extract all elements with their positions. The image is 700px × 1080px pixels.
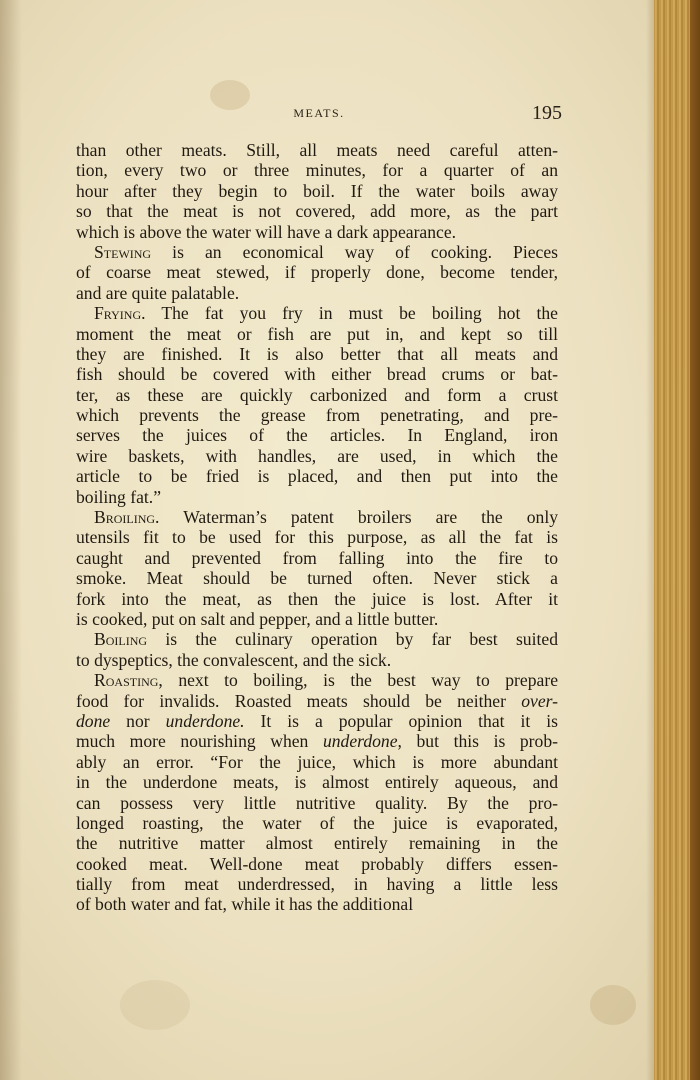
- text-line: [76, 140, 558, 160]
- text-line: [76, 813, 558, 833]
- text-line: [76, 793, 558, 813]
- paragraph: [76, 242, 558, 303]
- text-line: [76, 854, 558, 874]
- text-run: tion, every two or three minutes, for a quarter of an: [76, 160, 558, 181]
- section-term: Roasting: [94, 670, 159, 691]
- text-run: to dyspeptics, the convalescent, and the sick.: [76, 649, 392, 670]
- page-number: 195: [532, 102, 562, 124]
- section-term: Frying.: [94, 303, 146, 324]
- text-run: which prevents the grease from penetrating, and pre-: [76, 405, 558, 426]
- text-line: [76, 364, 558, 384]
- paragraph: [76, 303, 558, 507]
- text-run: , next to boiling, is the best way to prepare: [158, 670, 558, 691]
- text-line: [76, 385, 558, 405]
- foxing-spot: [590, 985, 636, 1025]
- text-line: [76, 548, 558, 568]
- text-line: [76, 772, 558, 792]
- spine-shadow: [0, 0, 22, 1080]
- text-run: cooked meat. Well-done meat probably differs essen-: [76, 853, 558, 874]
- italic-text: underdone.: [165, 710, 245, 731]
- text-line: [76, 181, 558, 201]
- text-run: and are quite palatable.: [76, 282, 240, 303]
- text-run: food for invalids. Roasted meats should be neither: [76, 690, 522, 711]
- text-run: boiling fat.”: [76, 486, 162, 507]
- text-line: [76, 344, 558, 364]
- text-run: Waterman’s patent broilers are the only: [159, 507, 558, 528]
- text-line: [76, 487, 558, 507]
- text-line: [76, 609, 558, 629]
- text-line: [76, 507, 558, 527]
- text-line: [76, 405, 558, 425]
- text-run: ably an error. “For the juice, which is more abundant: [76, 751, 558, 772]
- text-run: caught and prevented from falling into the fire to: [76, 547, 558, 568]
- text-run: they are finished. It is also better that all meats and: [76, 343, 558, 364]
- text-run: can possess very little nutritive quality. By the pro-: [76, 792, 558, 813]
- text-line: [76, 691, 558, 711]
- text-run: than other meats. Still, all meats need careful atten-: [76, 140, 558, 160]
- italic-text: done: [76, 710, 111, 731]
- text-line: [76, 242, 558, 262]
- running-head-title: MEATS.: [293, 106, 345, 120]
- text-run: The fat you fry in must be boiling hot the: [145, 303, 558, 324]
- text-line: [76, 222, 558, 242]
- text-line: [76, 894, 558, 914]
- text-run: nor: [110, 710, 166, 731]
- text-run: is an economical way of cooking. Pieces: [151, 241, 558, 262]
- text-run: the nutritive matter almost entirely remaining in the: [76, 833, 558, 854]
- text-run: is cooked, put on salt and pepper, and a little butter.: [76, 608, 439, 629]
- running-head: [76, 100, 562, 130]
- text-run: fork into the meat, as then the juice is lost. After it: [76, 588, 558, 609]
- paragraph: [76, 670, 558, 915]
- text-run: longed roasting, the water of the juice is evaporated,: [76, 812, 558, 833]
- text-run: article to be fried is placed, and then put into the: [76, 466, 558, 487]
- foxing-spot: [120, 980, 190, 1030]
- text-line: [76, 466, 558, 486]
- text-line: [76, 446, 558, 466]
- text-run: which is above the water will have a dark appearance.: [76, 221, 457, 242]
- text-run: of coarse meat stewed, if properly done, become tender,: [76, 262, 558, 283]
- text-run: much more nourishing when: [76, 731, 323, 752]
- text-run: wire baskets, with handles, are used, in which the: [76, 445, 558, 466]
- section-term: Boiling: [94, 629, 148, 650]
- section-term: Stewing: [94, 241, 152, 262]
- text-line: [76, 670, 558, 690]
- text-line: [76, 324, 558, 344]
- text-line: [76, 589, 558, 609]
- paragraph: [76, 629, 558, 670]
- text-line: [76, 568, 558, 588]
- text-line: [76, 629, 558, 649]
- italic-text: over-: [521, 690, 558, 711]
- text-run: utensils fit to be used for this purpose, as all the fat is: [76, 527, 558, 548]
- text-line: [76, 160, 558, 180]
- text-line: [76, 283, 558, 303]
- text-line: [76, 833, 558, 853]
- text-run: is the culinary operation by far best suited: [147, 629, 558, 650]
- text-line: [76, 731, 558, 751]
- text-line: [76, 201, 558, 221]
- text-run: so that the meat is not covered, add more, as the part: [76, 201, 558, 222]
- text-run: smoke. Meat should be turned often. Never stick a: [76, 568, 558, 589]
- paragraph: [76, 140, 558, 242]
- text-run: serves the juices of the articles. In England, iron: [76, 425, 558, 446]
- text-run: in the underdone meats, is almost entirely aqueous, and: [76, 772, 558, 793]
- text-run: fish should be covered with either bread crums or bat-: [76, 364, 558, 385]
- text-run: It is a popular opinion that it is: [244, 710, 558, 731]
- text-line: [76, 711, 558, 731]
- text-run: ter, as these are quickly carbonized and form a crust: [76, 384, 558, 405]
- text-line: [76, 874, 558, 894]
- text-line: [76, 527, 558, 547]
- text-line: [76, 262, 558, 282]
- section-term: Broiling.: [94, 507, 160, 528]
- text-run: of both water and fat, while it has the additional: [76, 894, 414, 915]
- book-cover-edge: [690, 0, 700, 1080]
- italic-text: underdone: [322, 731, 398, 752]
- text-run: tially from meat underdressed, in having a little less: [76, 874, 558, 895]
- text-line: [76, 303, 558, 323]
- text-line: [76, 650, 558, 670]
- text-line: [76, 752, 558, 772]
- text-line: [76, 425, 558, 445]
- text-run: hour after they begin to boil. If the water boils away: [76, 180, 558, 201]
- text-run: , but this is prob-: [397, 731, 558, 752]
- body-text: [76, 140, 558, 915]
- text-run: moment the meat or fish are put in, and kept so till: [76, 323, 558, 344]
- paragraph: [76, 507, 558, 629]
